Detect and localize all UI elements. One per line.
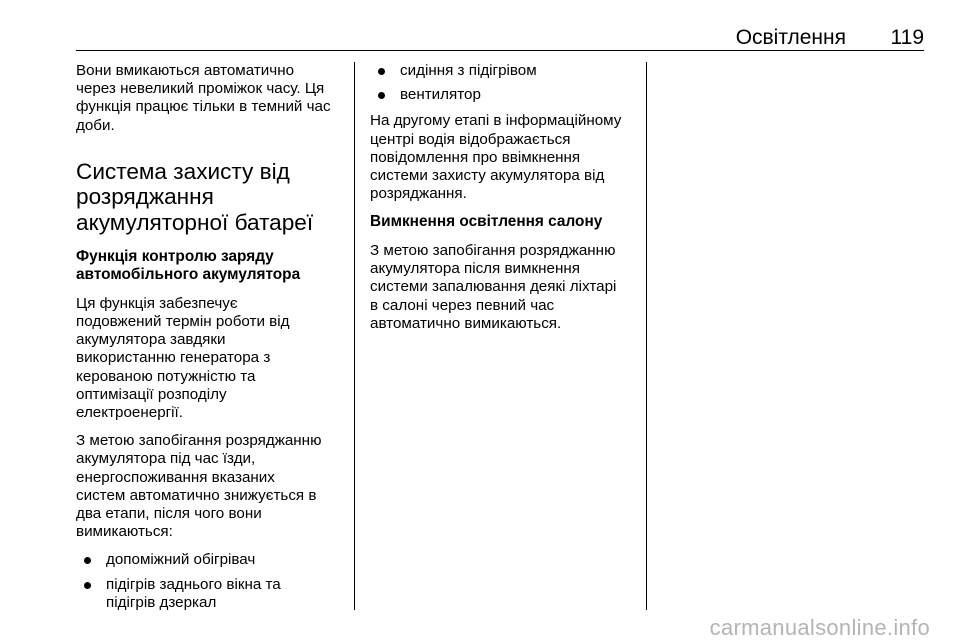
discharge-protection-paragraph: З метою запобігання розряджанню акумулятора під час їзди, енергоспоживання вказаних систем автоматично знижується в два етапи, після чого вони вимикаються:	[76, 432, 322, 541]
list-item: підігрів заднього вікна та підігрів дзеркал	[76, 576, 348, 612]
list-item: вентилятор	[370, 86, 638, 104]
page-number: 119	[890, 26, 924, 49]
subheading-battery-control: Функція контролю заряду автомобільного акумулятора	[76, 247, 301, 284]
battery-control-paragraph: Ця функція забезпечує подовжений термін роботи від акумулятора завдяки використанню генератора з керованою потужністю та оптимізації розподілу електроенергії.	[76, 294, 290, 421]
watermark: carmanualsonline.info	[709, 615, 930, 640]
right-column	[370, 62, 638, 343]
interior-lights-paragraph: З метою запобігання розряджанню акумулятора після вимкнення системи запалювання деякі ліхтарі в салоні через певний час автоматично вимикаються.	[370, 242, 617, 332]
column-divider-left	[354, 62, 355, 610]
header-rule	[76, 50, 924, 51]
page-header	[76, 20, 924, 50]
consumer-list-right	[370, 62, 638, 104]
left-column	[76, 62, 348, 620]
section-heading: Система захисту від розряджання акумуляторної батареї	[76, 158, 314, 235]
list-item: допоміжний обігрівач	[76, 551, 348, 569]
second-stage-paragraph: На другому етапі в інформаційному центрі водія відображається повідомлення про ввімкнення системи захисту акумулятора від розряджання.	[370, 112, 622, 203]
list-item: сидіння з підігрівом	[370, 62, 638, 80]
intro-paragraph: Вони вмикаються автоматично через невеликий проміжок часу. Ця функція працює тільки в темний час доби.	[76, 62, 331, 134]
consumer-list-left	[76, 551, 348, 612]
subheading-interior-lights: Вимкнення освітлення салону	[370, 213, 603, 231]
chapter-title: Освітлення	[735, 26, 846, 49]
column-divider-right	[646, 62, 647, 610]
